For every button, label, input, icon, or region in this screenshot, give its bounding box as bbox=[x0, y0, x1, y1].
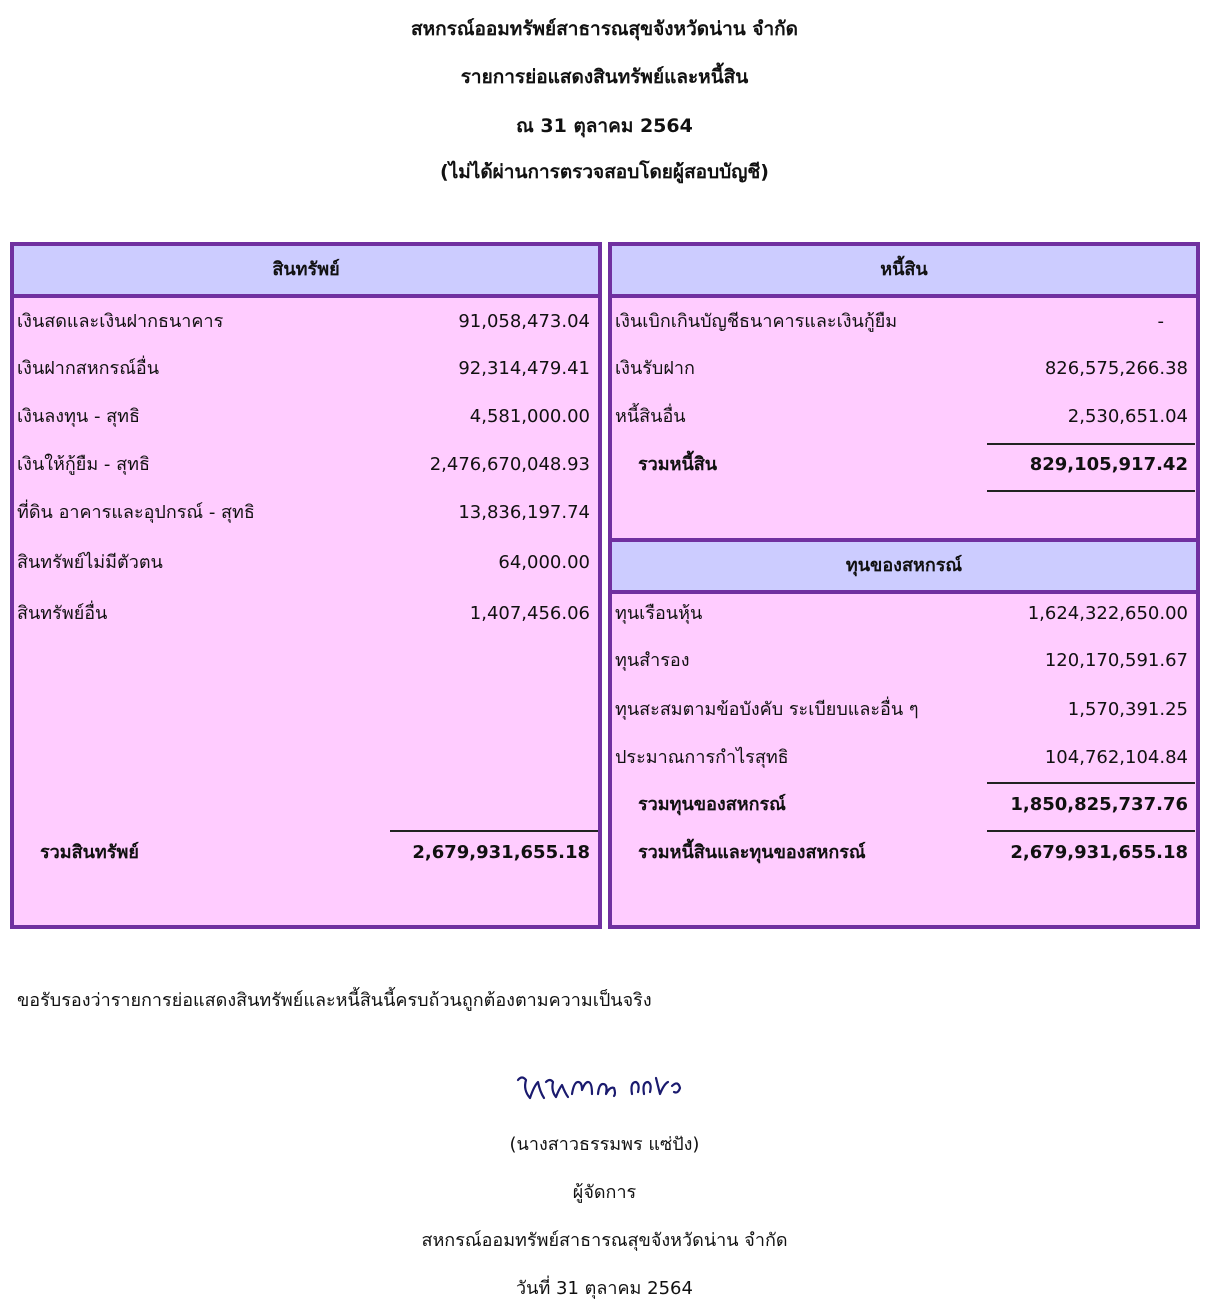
asset-value: 13,836,197.74 bbox=[458, 502, 590, 523]
asset-label: สินทรัพย์อื่น bbox=[17, 603, 108, 624]
asset-row bbox=[17, 599, 590, 629]
total-rule bbox=[390, 830, 598, 832]
liability-label: เงินรับฝาก bbox=[615, 358, 695, 379]
equity-total-value: 1,850,825,737.76 bbox=[1010, 794, 1188, 815]
liability-value: - bbox=[1157, 311, 1164, 332]
certification-text: ขอรับรองว่ารายการย่อแสดงสินทรัพย์และหนี้สินนี้ครบถ้วนถูกต้องตามความเป็นจริง bbox=[17, 990, 652, 1011]
equity-label: ทุนเรือนหุ้น bbox=[615, 603, 703, 624]
asset-row bbox=[17, 307, 590, 337]
asset-value: 2,476,670,048.93 bbox=[429, 454, 590, 475]
asset-label: เงินสดและเงินฝากธนาคาร bbox=[17, 311, 224, 332]
liability-row bbox=[615, 307, 1188, 337]
total-rule bbox=[987, 782, 1195, 784]
liability-total-value: 829,105,917.42 bbox=[1029, 454, 1188, 475]
equity-row bbox=[615, 695, 1188, 725]
signatory-org: สหกรณ์ออมทรัพย์สาธารณสุขจังหวัดน่าน จำกัด bbox=[421, 1230, 788, 1251]
equity-value: 1,624,322,650.00 bbox=[1027, 603, 1188, 624]
grand-total-value: 2,679,931,655.18 bbox=[1010, 842, 1188, 863]
liability-label: เงินเบิกเกินบัญชีธนาคารและเงินกู้ยืม bbox=[615, 311, 898, 332]
liability-value: 2,530,651.04 bbox=[1067, 406, 1188, 427]
asset-label: ที่ดิน อาคารและอุปกรณ์ - สุทธิ bbox=[17, 502, 255, 523]
equity-total-label: รวมทุนของสหกรณ์ bbox=[638, 794, 786, 815]
report-date: ณ 31 ตุลาคม 2564 bbox=[516, 115, 693, 137]
equity-label: ทุนสำรอง bbox=[615, 650, 690, 671]
asset-row bbox=[17, 548, 590, 578]
audit-note: (ไม่ได้ผ่านการตรวจสอบโดยผู้สอบบัญชี) bbox=[440, 161, 769, 183]
liability-row bbox=[615, 402, 1188, 432]
signatory-position: ผู้จัดการ bbox=[572, 1182, 637, 1203]
total-underline bbox=[987, 490, 1195, 492]
report-title: รายการย่อแสดงสินทรัพย์และหนี้สิน bbox=[460, 66, 749, 88]
asset-value: 92,314,479.41 bbox=[458, 358, 590, 379]
asset-total-label: รวมสินทรัพย์ bbox=[40, 842, 139, 863]
liability-total-label: รวมหนี้สิน bbox=[638, 454, 718, 475]
signatory-name: (นางสาวธรรมพร แซ่ปัง) bbox=[509, 1134, 700, 1155]
equity-value: 1,570,391.25 bbox=[1067, 699, 1188, 720]
grand-total-row bbox=[615, 838, 1188, 868]
equity-label: ประมาณการกำไรสุทธิ bbox=[615, 747, 789, 768]
liability-total-row bbox=[615, 450, 1188, 480]
equity-row bbox=[615, 599, 1188, 629]
asset-row bbox=[17, 354, 590, 384]
signatory-date: วันที่ 31 ตุลาคม 2564 bbox=[516, 1278, 693, 1299]
assets-panel bbox=[10, 242, 602, 929]
asset-row bbox=[17, 402, 590, 432]
asset-total-row bbox=[17, 838, 590, 868]
asset-label: สินทรัพย์ไม่มีตัวตน bbox=[17, 552, 163, 573]
signature-image bbox=[512, 1068, 692, 1108]
asset-row bbox=[17, 498, 590, 528]
total-rule bbox=[987, 830, 1195, 832]
asset-label: เงินลงทุน - สุทธิ bbox=[17, 406, 141, 427]
liabilities-heading: หนี้สิน bbox=[612, 246, 1196, 298]
asset-total-value: 2,679,931,655.18 bbox=[412, 842, 590, 863]
equity-label: ทุนสะสมตามข้อบังคับ ระเบียบและอื่น ๆ bbox=[615, 699, 919, 720]
asset-row bbox=[17, 450, 590, 480]
org-title: สหกรณ์ออมทรัพย์สาธารณสุขจังหวัดน่าน จำกัด bbox=[411, 18, 798, 40]
liabilities-equity-panel bbox=[608, 242, 1200, 929]
equity-total-row bbox=[615, 790, 1188, 820]
equity-value: 104,762,104.84 bbox=[1044, 747, 1188, 768]
liability-value: 826,575,266.38 bbox=[1044, 358, 1188, 379]
asset-label: เงินฝากสหกรณ์อื่น bbox=[17, 358, 160, 379]
equity-value: 120,170,591.67 bbox=[1044, 650, 1188, 671]
asset-value: 64,000.00 bbox=[498, 552, 590, 573]
assets-heading: สินทรัพย์ bbox=[14, 246, 598, 298]
asset-label: เงินให้กู้ยืม - สุทธิ bbox=[17, 454, 150, 475]
total-rule bbox=[987, 443, 1195, 445]
equity-row bbox=[615, 743, 1188, 773]
asset-value: 91,058,473.04 bbox=[458, 311, 590, 332]
asset-value: 4,581,000.00 bbox=[469, 406, 590, 427]
equity-heading: ทุนของสหกรณ์ bbox=[612, 538, 1196, 594]
liability-row bbox=[615, 354, 1188, 384]
grand-total-label: รวมหนี้สินและทุนของสหกรณ์ bbox=[638, 842, 866, 863]
liability-label: หนี้สินอื่น bbox=[615, 406, 686, 427]
equity-row bbox=[615, 646, 1188, 676]
asset-value: 1,407,456.06 bbox=[469, 603, 590, 624]
